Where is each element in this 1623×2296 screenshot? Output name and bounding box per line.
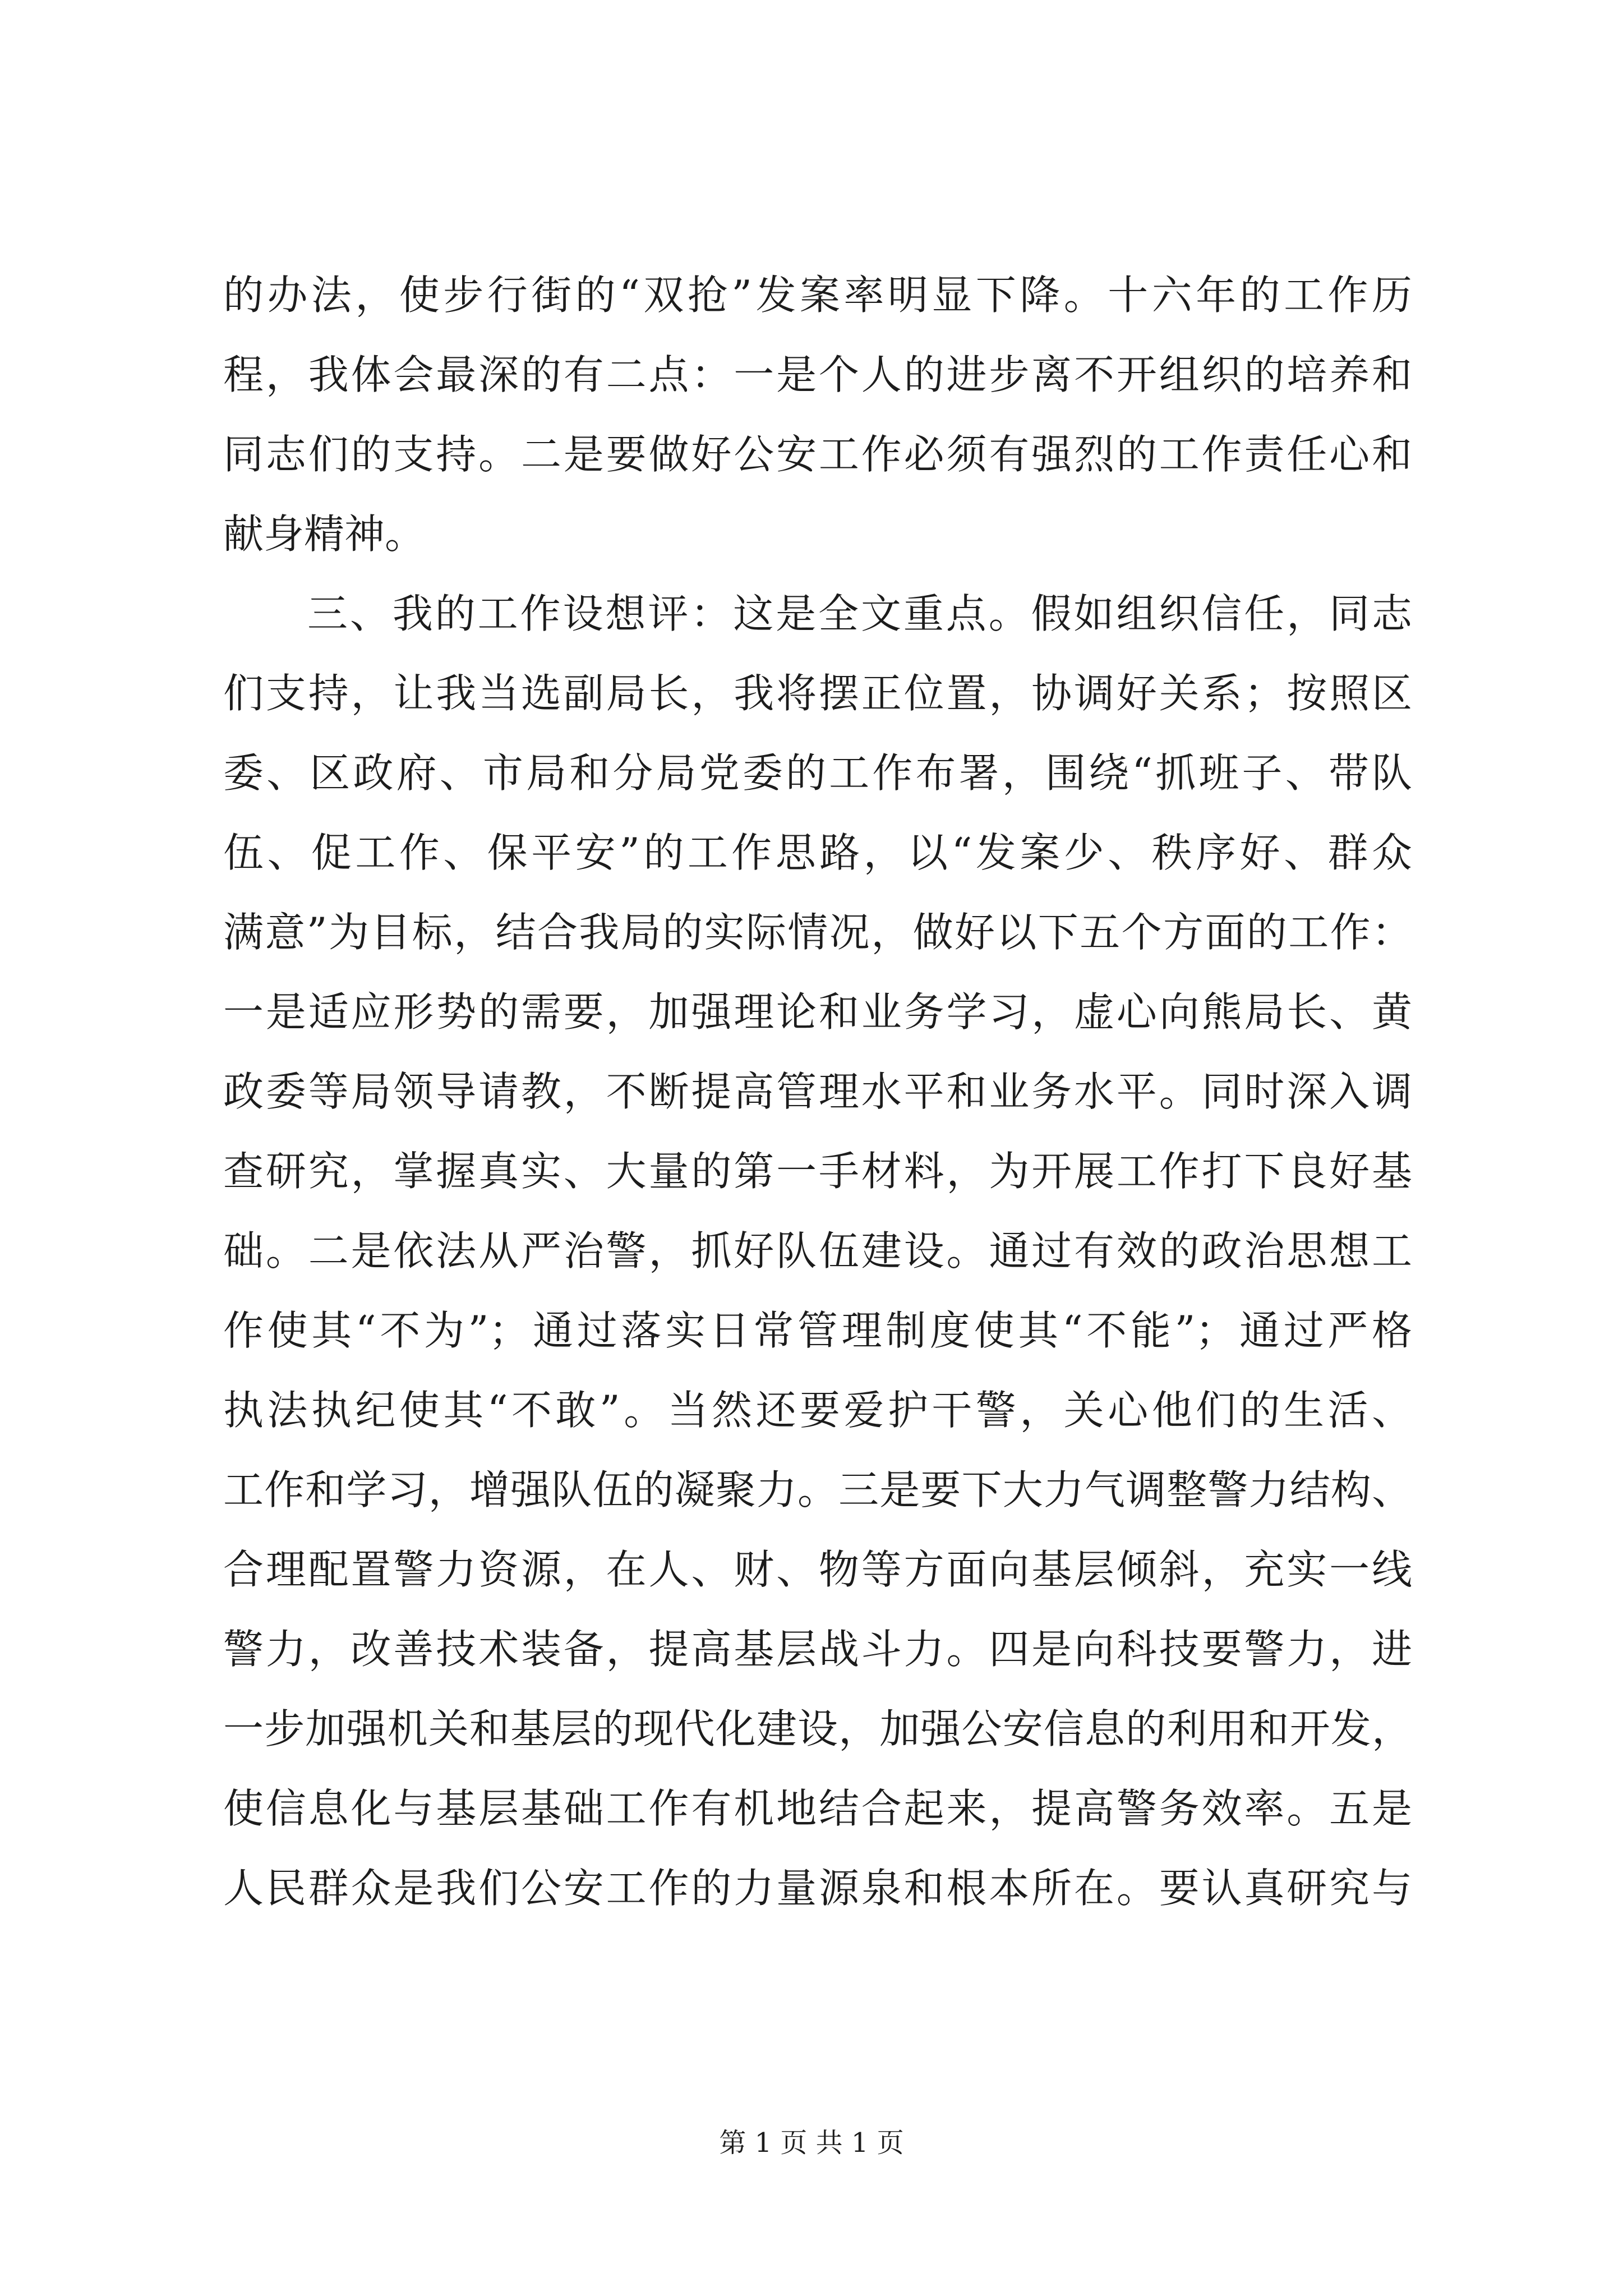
text-line: 满意”为目标，结合我局的实际情况，做好以下五个方面的工作：	[223, 909, 1412, 956]
text-line: 础。二是依法从严治警，抓好队伍建设。通过有效的政治思想工	[223, 1227, 1412, 1274]
page-number-footer: 第 1 页 共 1 页	[719, 2127, 904, 2159]
text-line: 人民群众是我们公安工作的力量源泉和根本所在。要认真研究与	[223, 1865, 1412, 1912]
text-line: 同志们的支持。二是要做好公安工作必须有强烈的工作责任心和	[223, 431, 1412, 478]
text-line: 工作和学习，增强队伍的凝聚力。三是要下大力气调整警力结构、	[223, 1466, 1412, 1513]
text-line: 伍、促工作、保平安”的工作思路，以“发案少、秩序好、群众	[223, 829, 1412, 876]
text-line: 的办法，使步行街的“双抢”发案率明显下降。十六年的工作历	[223, 272, 1412, 319]
text-line: 一是适应形势的需要，加强理论和业务学习，虚心向熊局长、黄	[223, 988, 1412, 1036]
text-line: 政委等局领导请教，不断提高管理水平和业务水平。同时深入调	[223, 1068, 1412, 1115]
text-line: 执法执纪使其“不敢”。当然还要爱护干警，关心他们的生活、	[223, 1387, 1412, 1434]
text-line: 程，我体会最深的有二点：一是个人的进步离不开组织的培养和	[223, 351, 1412, 398]
text-line: 一步加强机关和基层的现代化建设，加强公安信息的利用和开发，	[223, 1705, 1412, 1752]
text-line: 合理配置警力资源，在人、财、物等方面向基层倾斜，充实一线	[223, 1546, 1412, 1593]
text-line: 警力，改善技术装备，提高基层战斗力。四是向科技要警力，进	[223, 1626, 1412, 1673]
paragraph-first-line: 三、我的工作设想评：这是全文重点。假如组织信任，同志	[307, 590, 1412, 637]
text-line: 献身精神。	[223, 510, 426, 558]
text-line: 使信息化与基层基础工作有机地结合起来，提高警务效率。五是	[223, 1785, 1412, 1832]
document-body	[223, 255, 1412, 1928]
text-line: 们支持，让我当选副局长，我将摆正位置，协调好关系；按照区	[223, 670, 1412, 717]
text-line: 作使其“不为”；通过落实日常管理制度使其“不能”；通过严格	[223, 1307, 1412, 1354]
text-line: 委、区政府、市局和分局党委的工作布署，围绕“抓班子、带队	[223, 749, 1412, 797]
text-line: 查研究，掌握真实、大量的第一手材料，为开展工作打下良好基	[223, 1148, 1412, 1195]
